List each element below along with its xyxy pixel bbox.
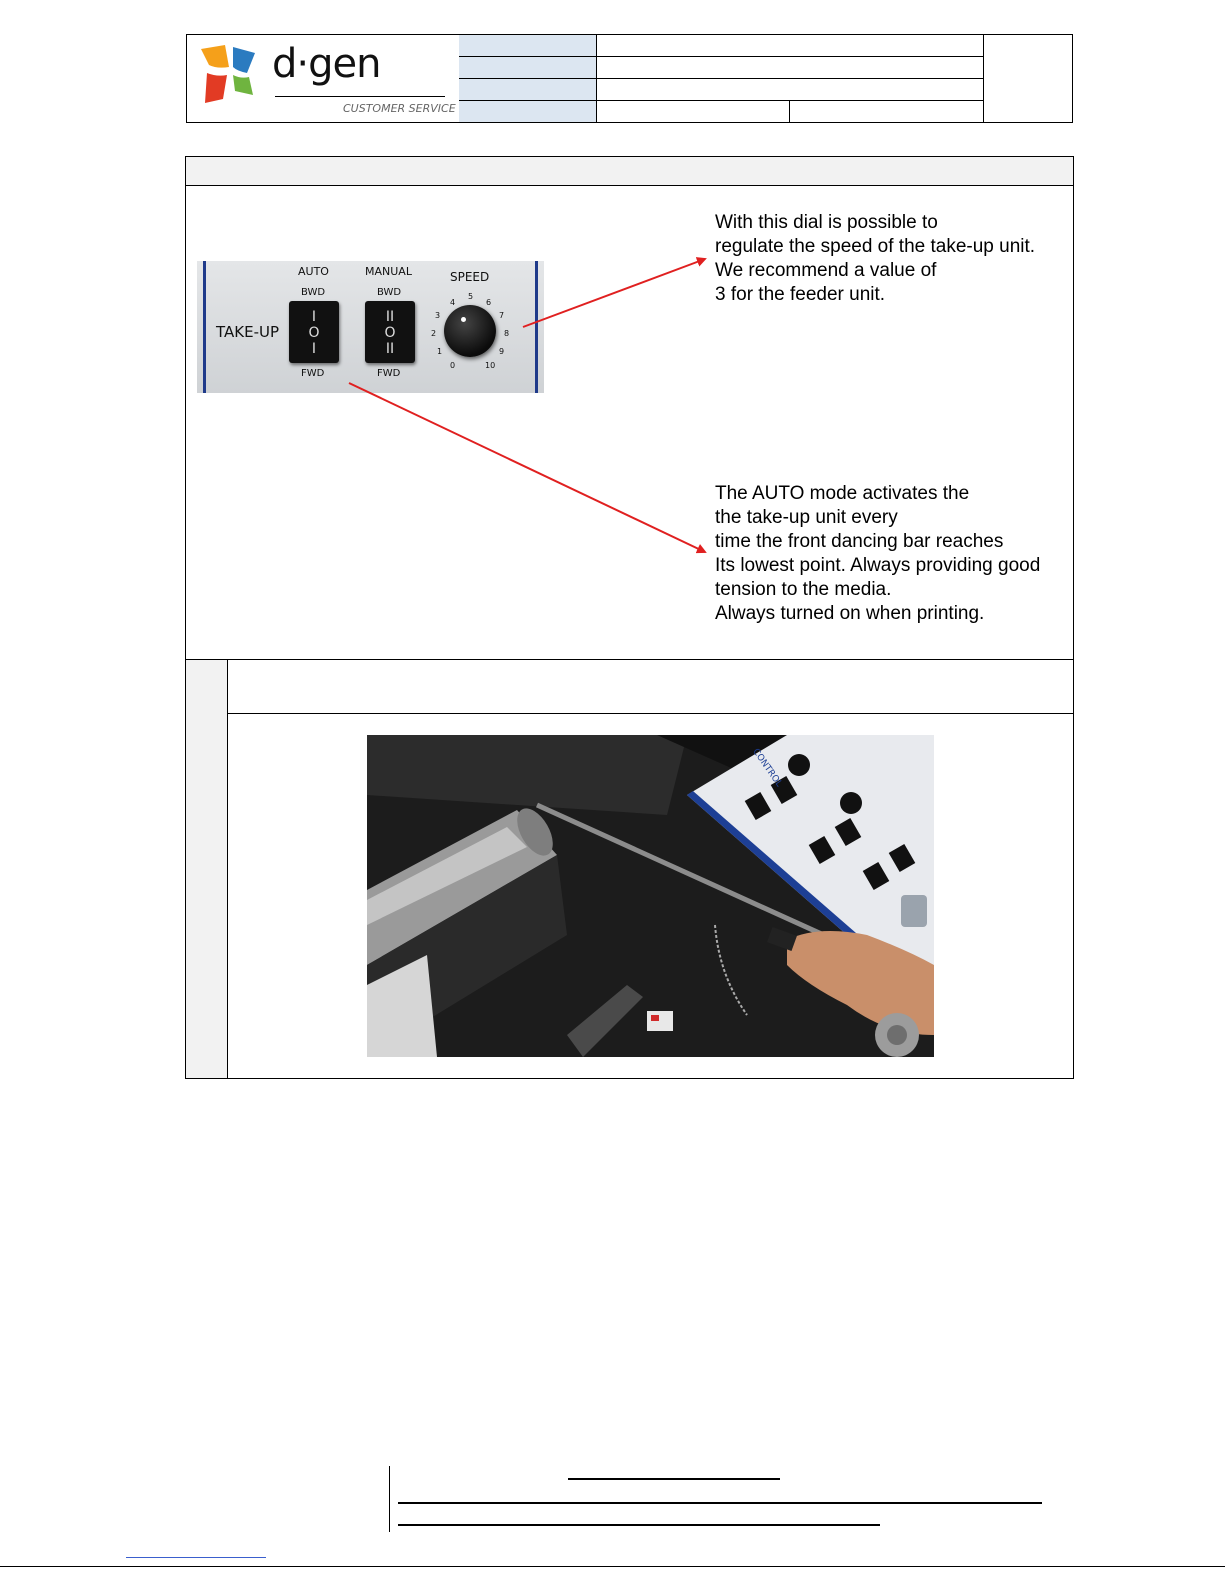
row-divider: [186, 659, 1073, 660]
header-value-cell: [597, 35, 984, 57]
dial-tick: 2: [431, 329, 437, 338]
step-number-column: [186, 660, 228, 1078]
dial-tick: 4: [450, 298, 456, 307]
footer-divider-vertical: [389, 1466, 390, 1532]
header-label-cell: [459, 79, 597, 101]
content-table: [185, 156, 1074, 1079]
auto-mode-label: AUTO: [298, 265, 329, 278]
dial-tick: 3: [435, 311, 441, 320]
auto-bwd-label: BWD: [301, 287, 326, 298]
dgen-logo-mark-icon: [199, 43, 259, 105]
photo-control-title: CONTROL: [750, 747, 784, 789]
dial-tick: 6: [486, 298, 492, 307]
auto-fwd-label: FWD: [301, 368, 325, 379]
company-logo: [187, 35, 460, 122]
machine-photo-drawing: [367, 735, 934, 1057]
manual-bwd-label: BWD: [377, 287, 402, 298]
footer-underline: [568, 1478, 780, 1480]
dial-tick: 8: [504, 329, 510, 338]
document-header: [186, 34, 1073, 123]
speed-dial-note: With this dial is possible to regulate the speed of the take-up unit. We recommend a value of 3 for the feeder unit.: [715, 212, 1036, 305]
footer-rule: [0, 1566, 1225, 1567]
footer-link-underline[interactable]: [126, 1557, 266, 1558]
dial-tick: 0: [450, 361, 456, 370]
header-page-cell: [984, 35, 1072, 122]
step-header-divider: [228, 713, 1073, 714]
machine-control-photo: [367, 735, 934, 1057]
auto-arrow: [349, 383, 705, 552]
dial-tick: 7: [499, 311, 505, 320]
logo-wordmark: d·gen: [272, 41, 381, 87]
speed-arrow: [523, 259, 705, 327]
rocker-symbol-icon: II O II: [384, 309, 396, 357]
header-label-cell: [459, 57, 597, 79]
footer-underline: [398, 1502, 1042, 1504]
dial-tick: 5: [468, 292, 474, 301]
header-value-cell: [790, 101, 984, 122]
manual-fwd-label: FWD: [377, 368, 401, 379]
dial-tick: 9: [499, 347, 505, 356]
header-value-cell: [597, 79, 984, 101]
speed-label: SPEED: [450, 270, 490, 284]
logo-subtitle: CUSTOMER SERVICE: [343, 102, 456, 115]
auto-mode-note: The AUTO mode activates the the take-up unit every time the front dancing bar reaches Its lowest point. Always providing good tension to the media. Always turned on when printing.: [715, 483, 1041, 624]
header-value-cell: [597, 101, 790, 122]
header-label-cell: [459, 35, 597, 57]
header-value-cell: [597, 57, 984, 79]
panel-take-up-label: TAKE-UP: [216, 323, 280, 341]
dial-tick: 1: [437, 347, 443, 356]
logo-divider: [275, 96, 445, 97]
manual-mode-label: MANUAL: [365, 265, 412, 278]
header-label-cell: [459, 101, 597, 122]
dial-tick: 10: [485, 361, 496, 370]
callout-arrows: [186, 157, 1073, 657]
rocker-symbol-icon: I O I: [308, 309, 320, 357]
footer-underline: [398, 1524, 880, 1526]
